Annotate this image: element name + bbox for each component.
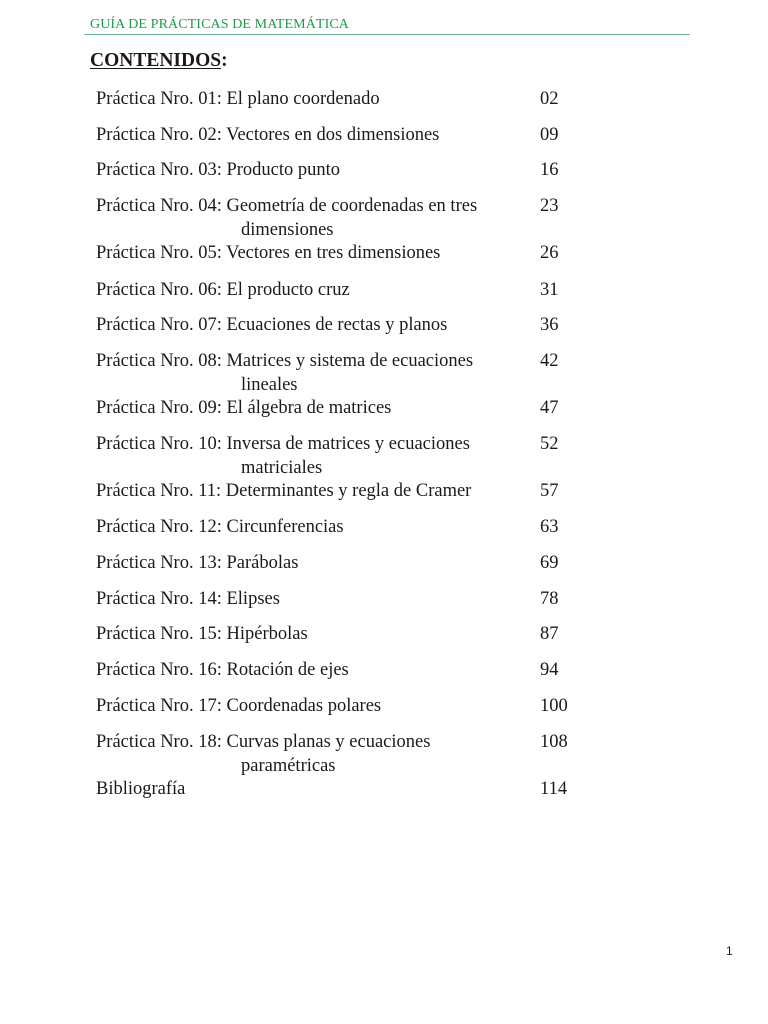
toc-entry-page: 87 — [540, 624, 559, 644]
toc-entry-label: Práctica Nro. 05: Vectores en tres dimensiones — [96, 243, 441, 263]
toc-entry-label: Práctica Nro. 17: Coordenadas polares — [96, 696, 382, 716]
toc-entry-label: Práctica Nro. 11: Determinantes y regla de Cramer — [96, 481, 472, 501]
toc-entry-label: Práctica Nro. 01: El plano coordenado — [96, 89, 380, 109]
toc-entry-page: 52 — [540, 434, 559, 454]
toc-entry-label: Práctica Nro. 10: Inversa de matrices y ecuaciones — [96, 434, 470, 454]
toc-entry-page: 69 — [540, 553, 559, 573]
toc-entry-label: Práctica Nro. 18: Curvas planas y ecuaciones — [96, 732, 431, 752]
toc-entry-page: 47 — [540, 398, 559, 418]
toc-entry-page: 78 — [540, 589, 559, 609]
toc-entry-page: 63 — [540, 517, 559, 537]
toc-entry-page: 31 — [540, 280, 559, 300]
toc-entry-page: 02 — [540, 89, 559, 109]
toc-entry-label: Bibliografía — [96, 779, 186, 799]
page-number: 1 — [726, 944, 733, 958]
toc-entry-page: 23 — [540, 196, 559, 216]
toc-entry-label: Práctica Nro. 14: Elipses — [96, 589, 280, 609]
toc-entry-label: Práctica Nro. 12: Circunferencias — [96, 517, 344, 537]
running-header: GUÍA DE PRÁCTICAS DE MATEMÁTICA — [90, 17, 349, 32]
toc-entry-continuation: lineales — [241, 374, 298, 395]
toc-entry-continuation: dimensiones — [241, 219, 334, 240]
toc-entry-page: 16 — [540, 160, 559, 180]
toc-entry-label: Práctica Nro. 07: Ecuaciones de rectas y planos — [96, 315, 448, 335]
toc-entry-label: Práctica Nro. 06: El producto cruz — [96, 280, 350, 300]
toc-entry-page: 42 — [540, 351, 559, 371]
toc-entry-page: 26 — [540, 243, 559, 263]
page-title — [90, 50, 228, 72]
toc-entry-page: 57 — [540, 481, 559, 501]
toc-entry-label: Práctica Nro. 09: El álgebra de matrices — [96, 398, 392, 418]
toc-entry-page: 108 — [540, 732, 568, 752]
header-divider — [84, 34, 690, 35]
page-title-word: CONTENIDOS — [90, 50, 222, 71]
toc-entry-page: 09 — [540, 125, 559, 145]
toc-entry-label: Práctica Nro. 08: Matrices y sistema de ecuaciones — [96, 351, 474, 371]
toc-entry-label: Práctica Nro. 16: Rotación de ejes — [96, 660, 349, 680]
toc-entry-label: Práctica Nro. 02: Vectores en dos dimensiones — [96, 125, 440, 145]
toc-entry-label: Práctica Nro. 04: Geometría de coordenadas en tres — [96, 196, 478, 216]
toc-entry-label: Práctica Nro. 03: Producto punto — [96, 160, 341, 180]
toc-entry-page: 100 — [540, 696, 568, 716]
toc-entry-page: 114 — [540, 779, 568, 799]
toc-entry-label: Práctica Nro. 13: Parábolas — [96, 553, 299, 573]
page-title-colon: : — [221, 50, 228, 71]
toc-entry-page: 94 — [540, 660, 559, 680]
toc-entry-continuation: matriciales — [241, 457, 323, 478]
toc-entry-continuation: paramétricas — [241, 755, 336, 776]
toc-entry-label: Práctica Nro. 15: Hipérbolas — [96, 624, 308, 644]
toc-entry-page: 36 — [540, 315, 559, 335]
